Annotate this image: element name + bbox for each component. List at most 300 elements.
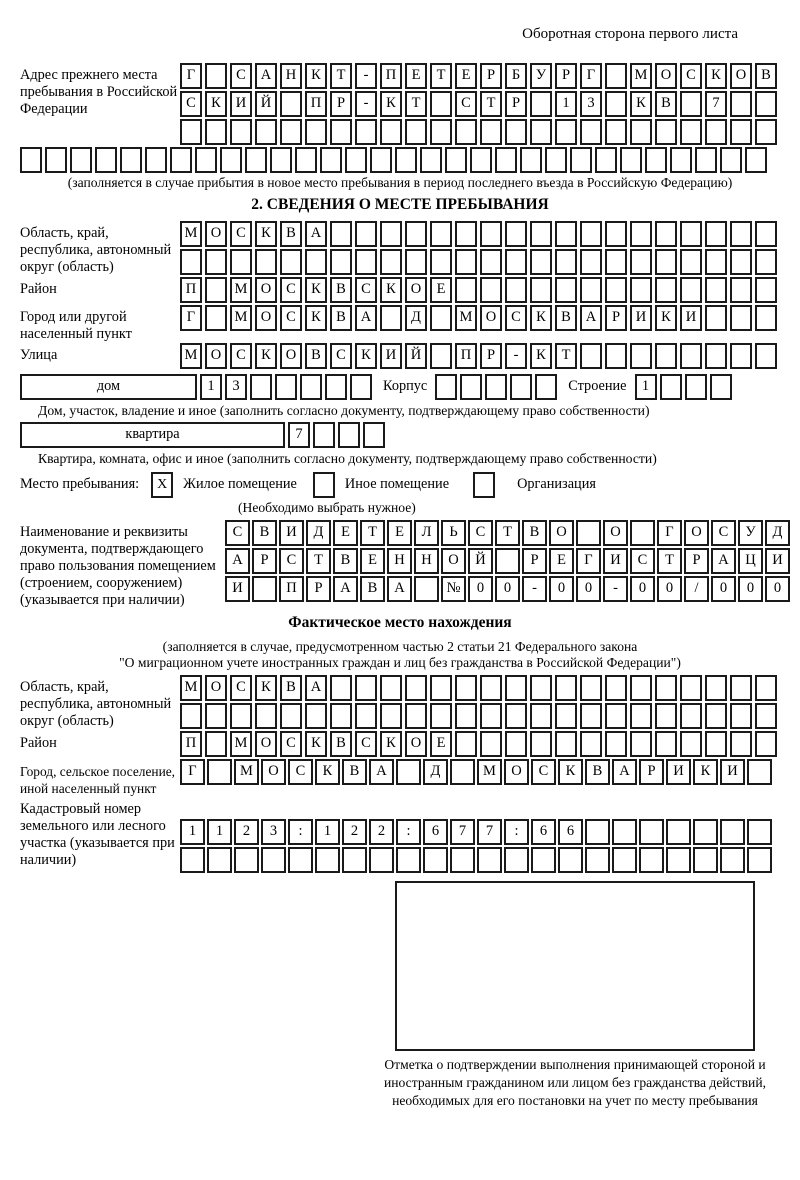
- char-cell[interactable]: В: [330, 305, 352, 331]
- char-cell[interactable]: [480, 249, 502, 275]
- char-cell[interactable]: П: [279, 576, 304, 602]
- char-cell[interactable]: [605, 221, 627, 247]
- char-cell[interactable]: [666, 847, 691, 873]
- char-cell[interactable]: [755, 703, 777, 729]
- char-cell[interactable]: Й: [405, 343, 427, 369]
- char-cell[interactable]: [355, 221, 377, 247]
- char-cell[interactable]: [252, 576, 277, 602]
- char-cell[interactable]: [495, 147, 517, 173]
- char-cell[interactable]: [455, 119, 477, 145]
- char-cell[interactable]: [455, 675, 477, 701]
- char-cell[interactable]: Т: [306, 548, 331, 574]
- char-cell[interactable]: К: [558, 759, 583, 785]
- char-cell[interactable]: Д: [765, 520, 790, 546]
- char-cell[interactable]: [530, 675, 552, 701]
- char-cell[interactable]: П: [180, 277, 202, 303]
- char-cell[interactable]: А: [305, 675, 327, 701]
- char-cell[interactable]: [405, 221, 427, 247]
- char-cell[interactable]: О: [280, 343, 302, 369]
- char-cell[interactable]: К: [630, 91, 652, 117]
- char-cell[interactable]: [576, 520, 601, 546]
- char-cell[interactable]: С: [230, 221, 252, 247]
- char-cell[interactable]: 0: [657, 576, 682, 602]
- char-cell[interactable]: А: [305, 221, 327, 247]
- char-cell[interactable]: [755, 91, 777, 117]
- char-cell[interactable]: [45, 147, 67, 173]
- char-cell[interactable]: [330, 703, 352, 729]
- char-cell[interactable]: [485, 374, 507, 400]
- char-cell[interactable]: [720, 147, 742, 173]
- char-cell[interactable]: [680, 221, 702, 247]
- char-cell[interactable]: [355, 703, 377, 729]
- checkbox-inoe[interactable]: [313, 472, 335, 498]
- char-cell[interactable]: [480, 675, 502, 701]
- char-cell[interactable]: А: [387, 576, 412, 602]
- char-cell[interactable]: Г: [180, 759, 205, 785]
- char-cell[interactable]: [355, 119, 377, 145]
- char-cell[interactable]: [205, 277, 227, 303]
- char-cell[interactable]: [655, 343, 677, 369]
- char-cell[interactable]: [705, 119, 727, 145]
- char-cell[interactable]: М: [630, 63, 652, 89]
- char-cell[interactable]: Т: [657, 548, 682, 574]
- char-cell[interactable]: А: [612, 759, 637, 785]
- char-cell[interactable]: О: [405, 277, 427, 303]
- char-cell[interactable]: [655, 277, 677, 303]
- char-cell[interactable]: [430, 675, 452, 701]
- char-cell[interactable]: [270, 147, 292, 173]
- char-cell[interactable]: [234, 847, 259, 873]
- char-cell[interactable]: [505, 731, 527, 757]
- char-cell[interactable]: О: [603, 520, 628, 546]
- char-cell[interactable]: [747, 847, 772, 873]
- char-cell[interactable]: /: [684, 576, 709, 602]
- char-cell[interactable]: 2: [369, 819, 394, 845]
- char-cell[interactable]: Р: [555, 63, 577, 89]
- char-cell[interactable]: [70, 147, 92, 173]
- char-cell[interactable]: А: [369, 759, 394, 785]
- char-cell[interactable]: [605, 91, 627, 117]
- char-cell[interactable]: [396, 847, 421, 873]
- char-cell[interactable]: [450, 847, 475, 873]
- char-cell[interactable]: Г: [180, 305, 202, 331]
- char-cell[interactable]: [605, 249, 627, 275]
- char-cell[interactable]: Н: [414, 548, 439, 574]
- char-cell[interactable]: М: [230, 305, 252, 331]
- char-cell[interactable]: [455, 277, 477, 303]
- char-cell[interactable]: [342, 847, 367, 873]
- char-cell[interactable]: 7: [450, 819, 475, 845]
- char-cell[interactable]: О: [205, 343, 227, 369]
- char-cell[interactable]: М: [180, 343, 202, 369]
- char-cell[interactable]: С: [531, 759, 556, 785]
- char-cell[interactable]: [370, 147, 392, 173]
- char-cell[interactable]: [505, 703, 527, 729]
- char-cell[interactable]: [720, 847, 745, 873]
- char-cell[interactable]: 3: [261, 819, 286, 845]
- char-cell[interactable]: [380, 703, 402, 729]
- char-cell[interactable]: 7: [288, 422, 310, 448]
- char-cell[interactable]: [605, 63, 627, 89]
- char-cell[interactable]: [655, 119, 677, 145]
- char-cell[interactable]: [755, 221, 777, 247]
- char-cell[interactable]: В: [655, 91, 677, 117]
- char-cell[interactable]: [680, 675, 702, 701]
- char-cell[interactable]: С: [280, 277, 302, 303]
- char-cell[interactable]: [205, 249, 227, 275]
- char-cell[interactable]: М: [230, 277, 252, 303]
- char-cell[interactable]: В: [330, 277, 352, 303]
- char-cell[interactable]: К: [255, 343, 277, 369]
- char-cell[interactable]: М: [477, 759, 502, 785]
- char-cell[interactable]: [295, 147, 317, 173]
- char-cell[interactable]: [580, 277, 602, 303]
- char-cell[interactable]: [445, 147, 467, 173]
- char-cell[interactable]: М: [234, 759, 259, 785]
- char-cell[interactable]: :: [396, 819, 421, 845]
- char-cell[interactable]: [605, 277, 627, 303]
- char-cell[interactable]: [195, 147, 217, 173]
- char-cell[interactable]: К: [380, 277, 402, 303]
- char-cell[interactable]: [120, 147, 142, 173]
- char-cell[interactable]: [530, 249, 552, 275]
- char-cell[interactable]: [405, 249, 427, 275]
- char-cell[interactable]: Е: [430, 731, 452, 757]
- char-cell[interactable]: О: [205, 675, 227, 701]
- char-cell[interactable]: С: [280, 305, 302, 331]
- char-cell[interactable]: [710, 374, 732, 400]
- char-cell[interactable]: [20, 147, 42, 173]
- char-cell[interactable]: [585, 819, 610, 845]
- char-cell[interactable]: [350, 374, 372, 400]
- char-cell[interactable]: О: [730, 63, 752, 89]
- char-cell[interactable]: С: [288, 759, 313, 785]
- char-cell[interactable]: [730, 675, 752, 701]
- char-cell[interactable]: [680, 277, 702, 303]
- char-cell[interactable]: [250, 374, 272, 400]
- char-cell[interactable]: [580, 249, 602, 275]
- char-cell[interactable]: [530, 91, 552, 117]
- char-cell[interactable]: Г: [576, 548, 601, 574]
- char-cell[interactable]: 6: [423, 819, 448, 845]
- char-cell[interactable]: [605, 119, 627, 145]
- char-cell[interactable]: С: [279, 548, 304, 574]
- char-cell[interactable]: С: [455, 91, 477, 117]
- char-cell[interactable]: -: [522, 576, 547, 602]
- char-cell[interactable]: Л: [414, 520, 439, 546]
- char-cell[interactable]: [555, 675, 577, 701]
- char-cell[interactable]: [430, 703, 452, 729]
- char-cell[interactable]: К: [355, 343, 377, 369]
- char-cell[interactable]: К: [315, 759, 340, 785]
- char-cell[interactable]: [645, 147, 667, 173]
- char-cell[interactable]: М: [180, 675, 202, 701]
- char-cell[interactable]: К: [705, 63, 727, 89]
- char-cell[interactable]: Д: [306, 520, 331, 546]
- char-cell[interactable]: [207, 759, 232, 785]
- char-cell[interactable]: С: [355, 277, 377, 303]
- char-cell[interactable]: [545, 147, 567, 173]
- char-cell[interactable]: О: [549, 520, 574, 546]
- char-cell[interactable]: [455, 703, 477, 729]
- char-cell[interactable]: Р: [639, 759, 664, 785]
- char-cell[interactable]: 7: [705, 91, 727, 117]
- char-cell[interactable]: [510, 374, 532, 400]
- char-cell[interactable]: [680, 343, 702, 369]
- char-cell[interactable]: [505, 221, 527, 247]
- char-cell[interactable]: [730, 343, 752, 369]
- char-cell[interactable]: Е: [549, 548, 574, 574]
- char-cell[interactable]: [680, 731, 702, 757]
- char-cell[interactable]: [580, 119, 602, 145]
- char-cell[interactable]: [655, 703, 677, 729]
- char-cell[interactable]: [580, 703, 602, 729]
- char-cell[interactable]: [230, 703, 252, 729]
- char-cell[interactable]: [205, 119, 227, 145]
- char-cell[interactable]: [530, 277, 552, 303]
- char-cell[interactable]: [505, 119, 527, 145]
- char-cell[interactable]: 2: [342, 819, 367, 845]
- char-cell[interactable]: [666, 819, 691, 845]
- checkbox-zhiloe[interactable]: X: [151, 472, 173, 498]
- char-cell[interactable]: [720, 819, 745, 845]
- char-cell[interactable]: [580, 675, 602, 701]
- char-cell[interactable]: С: [330, 343, 352, 369]
- char-cell[interactable]: [555, 249, 577, 275]
- char-cell[interactable]: [460, 374, 482, 400]
- char-cell[interactable]: С: [230, 343, 252, 369]
- char-cell[interactable]: [355, 675, 377, 701]
- char-cell[interactable]: [555, 731, 577, 757]
- char-cell[interactable]: [414, 576, 439, 602]
- char-cell[interactable]: 0: [549, 576, 574, 602]
- char-cell[interactable]: [730, 305, 752, 331]
- char-cell[interactable]: А: [333, 576, 358, 602]
- char-cell[interactable]: Н: [387, 548, 412, 574]
- char-cell[interactable]: [220, 147, 242, 173]
- char-cell[interactable]: В: [585, 759, 610, 785]
- char-cell[interactable]: -: [355, 91, 377, 117]
- char-cell[interactable]: [755, 249, 777, 275]
- char-cell[interactable]: И: [230, 91, 252, 117]
- char-cell[interactable]: О: [205, 221, 227, 247]
- char-cell[interactable]: [430, 91, 452, 117]
- char-cell[interactable]: И: [603, 548, 628, 574]
- char-cell[interactable]: О: [480, 305, 502, 331]
- char-cell[interactable]: О: [684, 520, 709, 546]
- char-cell[interactable]: [255, 249, 277, 275]
- char-cell[interactable]: [730, 249, 752, 275]
- char-cell[interactable]: 0: [576, 576, 601, 602]
- char-cell[interactable]: [355, 249, 377, 275]
- char-cell[interactable]: А: [355, 305, 377, 331]
- char-cell[interactable]: [480, 277, 502, 303]
- char-cell[interactable]: С: [180, 91, 202, 117]
- char-cell[interactable]: Т: [480, 91, 502, 117]
- char-cell[interactable]: [363, 422, 385, 448]
- char-cell[interactable]: [605, 343, 627, 369]
- char-cell[interactable]: [480, 119, 502, 145]
- char-cell[interactable]: М: [230, 731, 252, 757]
- char-cell[interactable]: К: [380, 91, 402, 117]
- char-cell[interactable]: [755, 675, 777, 701]
- char-cell[interactable]: [630, 343, 652, 369]
- char-cell[interactable]: [730, 277, 752, 303]
- char-cell[interactable]: К: [305, 277, 327, 303]
- char-cell[interactable]: Т: [495, 520, 520, 546]
- char-cell[interactable]: Т: [555, 343, 577, 369]
- char-cell[interactable]: О: [504, 759, 529, 785]
- char-cell[interactable]: [555, 221, 577, 247]
- char-cell[interactable]: [430, 221, 452, 247]
- char-cell[interactable]: [380, 675, 402, 701]
- char-cell[interactable]: [630, 221, 652, 247]
- char-cell[interactable]: К: [655, 305, 677, 331]
- char-cell[interactable]: [380, 305, 402, 331]
- char-cell[interactable]: К: [530, 343, 552, 369]
- char-cell[interactable]: Ь: [441, 520, 466, 546]
- char-cell[interactable]: [685, 374, 707, 400]
- char-cell[interactable]: [730, 703, 752, 729]
- char-cell[interactable]: [315, 847, 340, 873]
- char-cell[interactable]: [420, 147, 442, 173]
- char-cell[interactable]: О: [255, 277, 277, 303]
- char-cell[interactable]: [655, 221, 677, 247]
- char-cell[interactable]: [369, 847, 394, 873]
- char-cell[interactable]: Н: [280, 63, 302, 89]
- char-cell[interactable]: [396, 759, 421, 785]
- char-cell[interactable]: [288, 847, 313, 873]
- char-cell[interactable]: [747, 759, 772, 785]
- char-cell[interactable]: Е: [405, 63, 427, 89]
- char-cell[interactable]: [470, 147, 492, 173]
- char-cell[interactable]: С: [505, 305, 527, 331]
- char-cell[interactable]: [535, 374, 557, 400]
- char-cell[interactable]: 7: [477, 819, 502, 845]
- char-cell[interactable]: В: [342, 759, 367, 785]
- char-cell[interactable]: [180, 703, 202, 729]
- char-cell[interactable]: [423, 847, 448, 873]
- char-cell[interactable]: [530, 119, 552, 145]
- char-cell[interactable]: И: [279, 520, 304, 546]
- char-cell[interactable]: [630, 703, 652, 729]
- char-cell[interactable]: [275, 374, 297, 400]
- char-cell[interactable]: [207, 847, 232, 873]
- char-cell[interactable]: [205, 731, 227, 757]
- char-cell[interactable]: [580, 731, 602, 757]
- char-cell[interactable]: [450, 759, 475, 785]
- char-cell[interactable]: [405, 119, 427, 145]
- char-cell[interactable]: [504, 847, 529, 873]
- char-cell[interactable]: В: [280, 675, 302, 701]
- char-cell[interactable]: [705, 277, 727, 303]
- char-cell[interactable]: С: [280, 731, 302, 757]
- char-cell[interactable]: В: [305, 343, 327, 369]
- char-cell[interactable]: [680, 91, 702, 117]
- char-cell[interactable]: [655, 731, 677, 757]
- char-cell[interactable]: [380, 221, 402, 247]
- char-cell[interactable]: Р: [252, 548, 277, 574]
- char-cell[interactable]: К: [305, 63, 327, 89]
- char-cell[interactable]: М: [455, 305, 477, 331]
- char-cell[interactable]: [705, 731, 727, 757]
- char-cell[interactable]: Т: [330, 63, 352, 89]
- char-cell[interactable]: [330, 119, 352, 145]
- char-cell[interactable]: [380, 119, 402, 145]
- char-cell[interactable]: И: [630, 305, 652, 331]
- char-cell[interactable]: [755, 343, 777, 369]
- char-cell[interactable]: [630, 277, 652, 303]
- char-cell[interactable]: 0: [495, 576, 520, 602]
- char-cell[interactable]: К: [255, 675, 277, 701]
- char-cell[interactable]: [480, 731, 502, 757]
- char-cell[interactable]: [477, 847, 502, 873]
- char-cell[interactable]: [325, 374, 347, 400]
- char-cell[interactable]: [230, 119, 252, 145]
- char-cell[interactable]: [330, 221, 352, 247]
- char-cell[interactable]: [280, 249, 302, 275]
- char-cell[interactable]: О: [255, 305, 277, 331]
- char-cell[interactable]: [755, 305, 777, 331]
- char-cell[interactable]: [255, 119, 277, 145]
- char-cell[interactable]: Р: [522, 548, 547, 574]
- char-cell[interactable]: И: [680, 305, 702, 331]
- char-cell[interactable]: 0: [468, 576, 493, 602]
- char-cell[interactable]: [680, 249, 702, 275]
- char-cell[interactable]: 6: [531, 819, 556, 845]
- char-cell[interactable]: О: [261, 759, 286, 785]
- char-cell[interactable]: [639, 819, 664, 845]
- char-cell[interactable]: 2: [234, 819, 259, 845]
- char-cell[interactable]: [730, 119, 752, 145]
- char-cell[interactable]: Т: [430, 63, 452, 89]
- char-cell[interactable]: 3: [580, 91, 602, 117]
- char-cell[interactable]: В: [333, 548, 358, 574]
- char-cell[interactable]: У: [530, 63, 552, 89]
- char-cell[interactable]: О: [441, 548, 466, 574]
- char-cell[interactable]: [755, 119, 777, 145]
- char-cell[interactable]: [170, 147, 192, 173]
- char-cell[interactable]: Д: [423, 759, 448, 785]
- char-cell[interactable]: [630, 675, 652, 701]
- char-cell[interactable]: В: [755, 63, 777, 89]
- char-cell[interactable]: [180, 249, 202, 275]
- char-cell[interactable]: [580, 343, 602, 369]
- char-cell[interactable]: Р: [505, 91, 527, 117]
- char-cell[interactable]: [205, 63, 227, 89]
- char-cell[interactable]: [430, 249, 452, 275]
- char-cell[interactable]: Б: [505, 63, 527, 89]
- char-cell[interactable]: [205, 305, 227, 331]
- char-cell[interactable]: [261, 847, 286, 873]
- char-cell[interactable]: В: [252, 520, 277, 546]
- char-cell[interactable]: [245, 147, 267, 173]
- char-cell[interactable]: И: [765, 548, 790, 574]
- char-cell[interactable]: [680, 703, 702, 729]
- char-cell[interactable]: [693, 847, 718, 873]
- char-cell[interactable]: [180, 119, 202, 145]
- char-cell[interactable]: Г: [180, 63, 202, 89]
- char-cell[interactable]: [705, 675, 727, 701]
- char-cell[interactable]: [205, 703, 227, 729]
- char-cell[interactable]: Е: [333, 520, 358, 546]
- char-cell[interactable]: [430, 305, 452, 331]
- char-cell[interactable]: А: [580, 305, 602, 331]
- char-cell[interactable]: В: [330, 731, 352, 757]
- char-cell[interactable]: [395, 147, 417, 173]
- checkbox-organizatsiya[interactable]: [473, 472, 495, 498]
- char-cell[interactable]: Р: [684, 548, 709, 574]
